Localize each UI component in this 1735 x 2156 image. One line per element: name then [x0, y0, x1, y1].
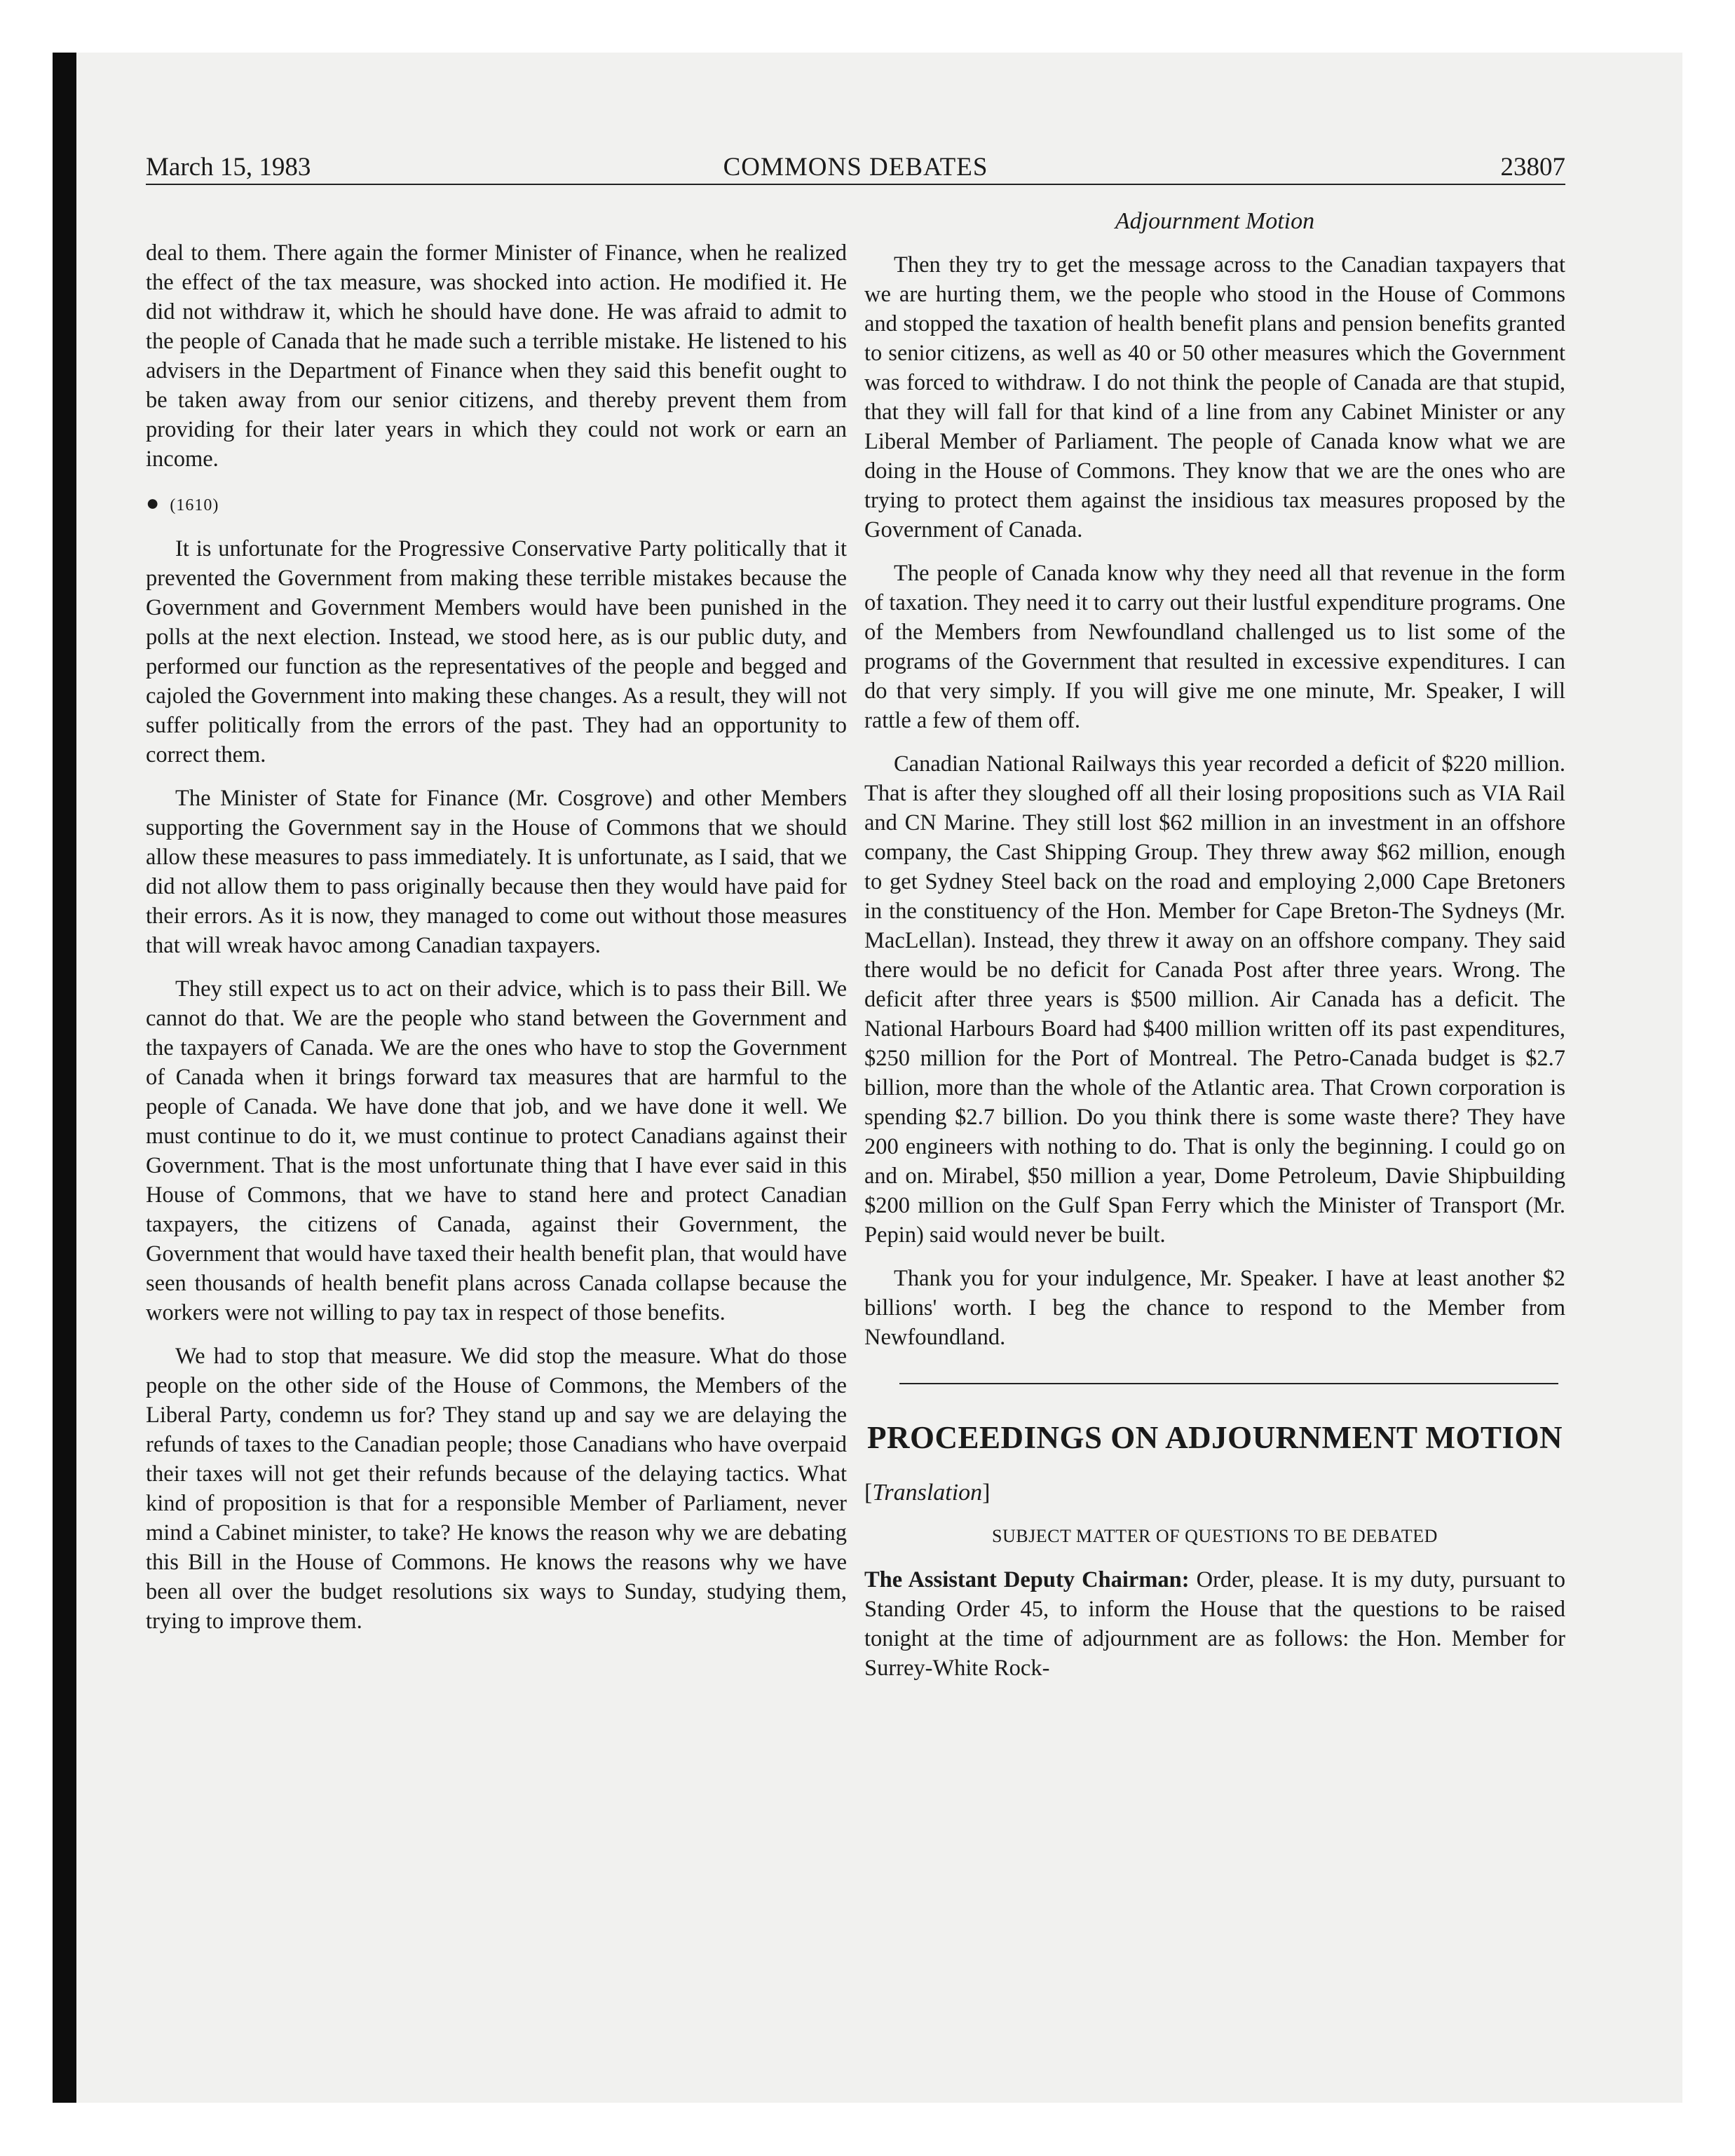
translation-label: Translation	[872, 1480, 983, 1506]
section-divider	[899, 1383, 1558, 1384]
right-paragraph-3: Canadian National Railways this year recorded a deficit of $220 million. That is after they sloughed off all their losing propositions such as VIA Rail and CN Marine. They still lost $62 million in an investment in an offshore company, the Cast Shipping Group. They threw away $62 million, enough to get Sydney Steel back on the road and employing 2,000 Cape Bretoners in the constituency of the Hon. Member for Cape Breton-The Sydneys (Mr. MacLellan). Instead, they threw it away on an offshore company. They said there would be no deficit for Canada Post after three years. Wrong. The deficit after three years is $500 million. Air Canada has a deficit. The National Harbours Board had $400 million written off its past expenditures, $250 million for the Port of Montreal. The Petro-Canada budget is $2.7 billion, more than the whole of the Atlantic area. That Crown corporation is spending $2.7 billion. Do you think there is some waste there? They have 200 engineers with nothing to do. That is only the beginning. I could go on and on. Mirabel, $50 million a year, Dome Petroleum, Davie Shipbuilding $200 million on the Gulf Span Ferry which the Minister of Transport (Mr. Pepin) said would never be built.	[864, 751, 1565, 1248]
right-paragraph-4: Thank you for your indulgence, Mr. Speaker. I have at least another $2 billions' worth. I beg the chance to respond to the Member from Newfoundland.	[864, 1266, 1565, 1350]
binding-edge	[53, 53, 76, 2103]
left-paragraph-3: The Minister of State for Finance (Mr. Cosgrove) and other Members supporting the Government say in the House of Commons that we should allow these measures to pass immediately. It is unfortunate, as I said, that we did not allow them to pass originally because then they would have paid for their errors. As it is now, they managed to come out without those measures that will wreak havoc among Canadian taxpayers.	[146, 786, 847, 958]
header-page-number: 23807	[1500, 153, 1565, 182]
left-paragraph-5: We had to stop that measure. We did stop the measure. What do those people on the other side of the House of Commons, the Members of the Liberal Party, condemn us for? They stand up and say we are delaying the refunds of taxes to the Canadian people; those Canadians who have overpaid their taxes will not get their refunds because of the delaying tactics. What kind of proposition is that for a responsible Member of Parliament, never mind a Cabinet minister, to take? He knows the reason why we are debating this Bill in the House of Commons. He knows the reasons why we have been all over the budget resolutions six ways to Sunday, studying them, trying to improve them.	[146, 1344, 847, 1634]
right-paragraph-5	[864, 1565, 1565, 1683]
left-column	[146, 238, 847, 1650]
translation-close: ]	[982, 1480, 991, 1506]
speaker-text: Order, please. It is my duty, pursuant to Standing Order 45, to inform the House that the questions to be raised tonight at the time of adjournment are as follows: the Hon. Member for Surrey-White Rock-	[864, 1567, 1566, 1681]
section-heading: PROCEEDINGS ON ADJOURNMENT MOTION	[867, 1420, 1563, 1455]
subheading: SUBJECT MATTER OF QUESTIONS TO BE DEBATED	[992, 1526, 1438, 1546]
page-header	[146, 150, 1565, 185]
header-date: March 15, 1983	[146, 153, 311, 182]
translation-open: [	[864, 1480, 873, 1506]
time-marker-text: (1610)	[170, 496, 219, 514]
time-marker	[146, 488, 847, 520]
header-rule	[146, 184, 1565, 185]
running-head: Adjournment Motion	[1115, 208, 1315, 234]
right-column	[864, 207, 1565, 1697]
left-paragraph-4: They still expect us to act on their advice, which is to pass their Bill. We cannot do that. We are the people who stand between the Government and the taxpayers of Canada. We are the ones who have to stop the Government of Canada when it brings forward tax measures that are harmful to the people of Canada. We have done that job, and we have done it well. We must continue to do it, we must continue to protect Canadians against their Government. That is the most unfortunate thing that I have ever said in this House of Commons, that we have to stand here and protect Canadian taxpayers, the citizens of Canada, against their Government, the Government that would have taxed their health benefit plan, that would have seen thousands of health benefit plans across Canada collapse because the workers were not willing to pay tax in respect of those benefits.	[146, 976, 847, 1325]
header-title: COMMONS DEBATES	[723, 153, 988, 182]
bullet-icon: ●	[146, 490, 161, 515]
right-paragraph-2: The people of Canada know why they need all that revenue in the form of taxation. They need it to carry out their lustful expenditure programs. One of the Members from Newfoundland challenged us to list some of the programs of the Government that resulted in excessive expenditures. I can do that very simply. If you will give me one minute, Mr. Speaker, I will rattle a few of them off.	[864, 561, 1565, 733]
left-paragraph-2: It is unfortunate for the Progressive Conservative Party politically that it prevented the Government from making these terrible mistakes because the Government and Government Members would have been punished in the polls at the next election. Instead, we stood here, as is our public duty, and performed our function as the representatives of the people and begged and cajoled the Government into making these changes. As a result, they will not suffer politically from the errors of the past. They had an opportunity to correct them.	[146, 536, 847, 767]
speaker-name: The Assistant Deputy Chairman:	[864, 1567, 1190, 1592]
translation-note	[864, 1478, 1565, 1508]
right-paragraph-1: Then they try to get the message across to the Canadian taxpayers that we are hurting them, we the people who stood in the House of Commons and stopped the taxation of health benefit plans and pension benefits granted to senior citizens, as well as 40 or 50 other measures which the Government was forced to withdraw. I do not think the people of Canada are that stupid, that they will fall for that kind of a line from any Cabinet Minister or any Liberal Member of Parliament. The people of Canada know what we are doing in the House of Commons. They know that we are the ones who are trying to protect them against the insidious tax measures proposed by the Government of Canada.	[864, 252, 1565, 543]
left-paragraph-1: deal to them. There again the former Minister of Finance, when he realized the effect of the tax measure, was shocked into action. He modified it. He did not withdraw it, which he should have done. He was afraid to admit to the people of Canada that he made such a terrible mistake. He listened to his advisers in the Department of Finance when they said this benefit ought to be taken away from our senior citizens, and thereby prevent them from providing for their later years in which they could not work or earn an income.	[146, 240, 847, 472]
